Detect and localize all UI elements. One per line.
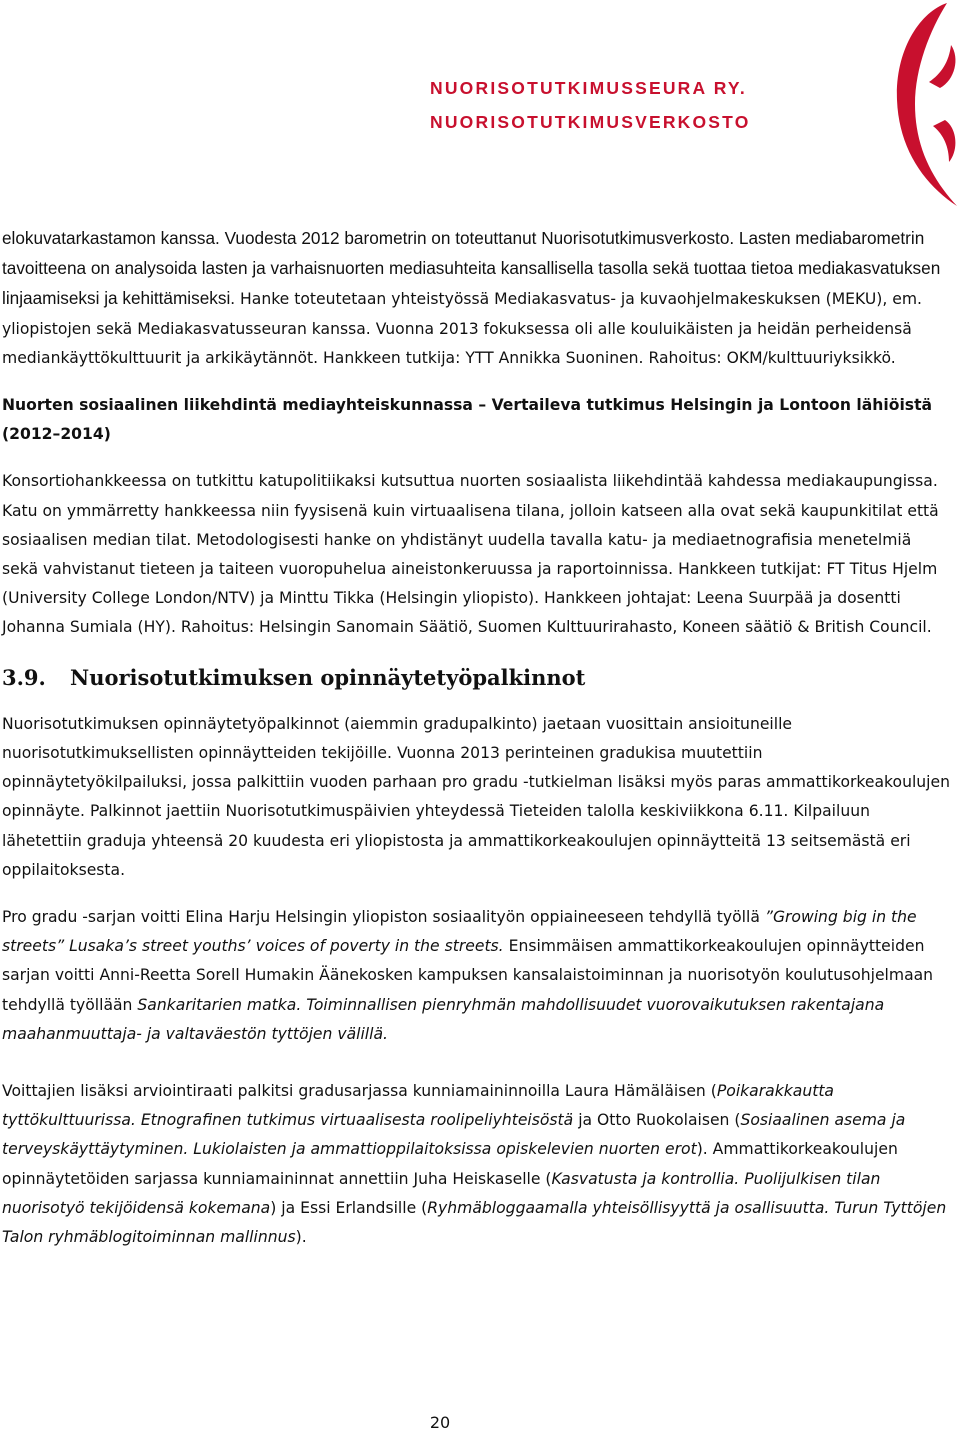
page-body xyxy=(2,224,952,1252)
paragraph-street-politics: Konsortiohankkeessa on tutkittu katupolitiikaksi kutsuttua nuorten sosiaalista liikehdintää kahdessa mediakaupungissa. Katu on ymmärretty hankkeessa niin fyysisenä kuin virtuaalisena tilana, jolloin katseen alla ovat sekä kaupunkitilat että sosiaalisen median tilat. Metodologisesti hanke on yhdistänyt uudella tavalla katu- ja mediaetnografisia menetelmiä sekä vahvistanut tieteen ja taiteen vuoropuhelua aineistonkeruussa ja raportoinnissa. Hankkeen tutkijat: FT Titus Hjelm (University College London/NTV) ja Minttu Tikka (Helsingin yliopisto). Hankkeen johtajat: Leena Suurpää ja dosentti Johanna Sumiala (HY). Rahoitus: Helsingin Sanomain Säätiö, Suomen Kulttuurirahasto, Koneen säätiö & British Council. xyxy=(2,472,939,637)
section-number: 3.9. xyxy=(2,664,46,690)
text-run: Voittajien lisäksi arviointiraati palkitsi gradusarjassa kunniamaininnoilla Laura Hämäläisen ( xyxy=(2,1082,717,1101)
thesis-title-italic: Sankaritarien matka. Toiminnallisen pienryhmän mahdollisuudet vuorovaikutuksen rakentajana maahanmuuttaja- ja valtaväestön tyttöjen välillä. xyxy=(2,995,885,1043)
thesis-title-italic: ”Growing big in the streets” Lusaka’s street youths’ voices of poverty in the streets. xyxy=(2,908,917,956)
page-number: 20 xyxy=(429,1413,451,1432)
text-run: ). Ammattikorkeakoulujen opinnäytetöiden sarjassa kunniamaininnat annettiin Juha Heiskaselle ( xyxy=(2,1140,898,1188)
thesis-title-italic: Sosiaalinen asema ja terveyskäyttäytyminen. Lukiolaisten ja ammattioppilaitoksissa opiskelevien nuorten erot xyxy=(2,1111,906,1159)
paragraph-winners xyxy=(2,903,952,1049)
thesis-title-italic: Poikarakkautta tyttökulttuurissa. Etnografinen tutkimus virtuaalisesta roolipeliyhteisöstä xyxy=(2,1082,834,1130)
thesis-title-italic: Ryhmäbloggaamalla yhteisöllisyyttä ja osallisuutta. Turun Tyttöjen Talon ryhmäblogitoiminnan mallinnus xyxy=(2,1198,947,1247)
section-heading xyxy=(2,663,952,692)
red-swirl-logo-icon xyxy=(885,0,960,212)
paragraph-lead-text: elokuvatarkastamon kanssa. Vuodesta 2012 barometrin on toteuttanut Nuorisotutkimusverkosto. Lasten mediabarometrin tavoitteena on analysoida lasten ja varhaisnuorten mediasuhteita kansallisella tasolla sekä tuottaa tietoa mediakasvatuksen linjaamiseksi ja kehittämiseksi. xyxy=(2,228,941,309)
paragraph-text: Hanke toteutetaan yhteistyössä Mediakasvatus- ja kuvaohjelmakeskuksen (MEKU), em. yliopistojen sekä Mediakasvatusseuran kanssa. Vuonna 2013 fokuksessa oli alle kouluikäisten ja heidän perheidensä mediankäyttökulttuurit ja arkikäytännöt. Hankkeen tutkija: YTT Annikka Suoninen. Rahoitus: OKM/kulttuuriyksikkö. xyxy=(2,290,922,367)
text-run: Pro gradu -sarjan voitti Elina Harju Helsingin yliopiston sosiaalityön oppiaineeseen tehdyllä työllä xyxy=(2,908,765,927)
text-run: ). xyxy=(295,1228,307,1247)
paragraph-media-barometer xyxy=(2,224,952,373)
paragraph-thesis-awards: Nuorisotutkimuksen opinnäytetyöpalkinnot (aiemmin gradupalkinto) jaetaan vuosittain ansioituneille nuorisotutkimuksellisten opinnäytteiden tekijöille. Vuonna 2013 perinteinen gradukisa muutettiin opinnäytetyökilpailuksi, jossa palkittiin vuoden parhaan pro gradu -tutkielman lisäksi myös paras ammattikorkeakoulujen opinnäyte. Palkinnot jaettiin Nuorisotutkimuspäivien yhteydessä Tieteiden talolla keskiviikkona 6.11. Kilpailuun lähetettiin graduja yhteensä 20 kuudesta eri yliopistosta ja ammattikorkeakoulujen opinnäytteitä 13 seitsemästä eri oppilaitoksesta. xyxy=(2,714,950,879)
thesis-title-italic: Kasvatusta ja kontrollia. Puolijulkisen tilan nuorisotyö tekijöidensä kokemana xyxy=(2,1169,881,1217)
text-run: Ensimmäisen ammattikorkeakoulujen opinnäytteiden sarjan voitti Anni-Reetta Sorell Humakin Äänekosken kampuksen kansalaistoiminnan ja nuorisotyön koulutusohjelmaan tehdyllä työllään xyxy=(2,937,934,1014)
header-network-name: NUORISOTUTKIMUSVERKOSTO xyxy=(430,112,751,132)
project-title: Nuorten sosiaalinen liikehdintä mediayhteiskunnassa – Vertaileva tutkimus Helsingin ja Lontoon lähiöistä (2012–2014) xyxy=(2,396,933,444)
text-run: ja Otto Ruokolaisen ( xyxy=(573,1111,741,1130)
text-run: ) ja Essi Erlandsille ( xyxy=(270,1198,428,1217)
section-title: Nuorisotutkimuksen opinnäytetyöpalkinnot xyxy=(70,664,586,690)
paragraph-honorable-mentions xyxy=(2,1077,952,1252)
header-org-name: NUORISOTUTKIMUSSEURA RY. xyxy=(430,78,747,98)
